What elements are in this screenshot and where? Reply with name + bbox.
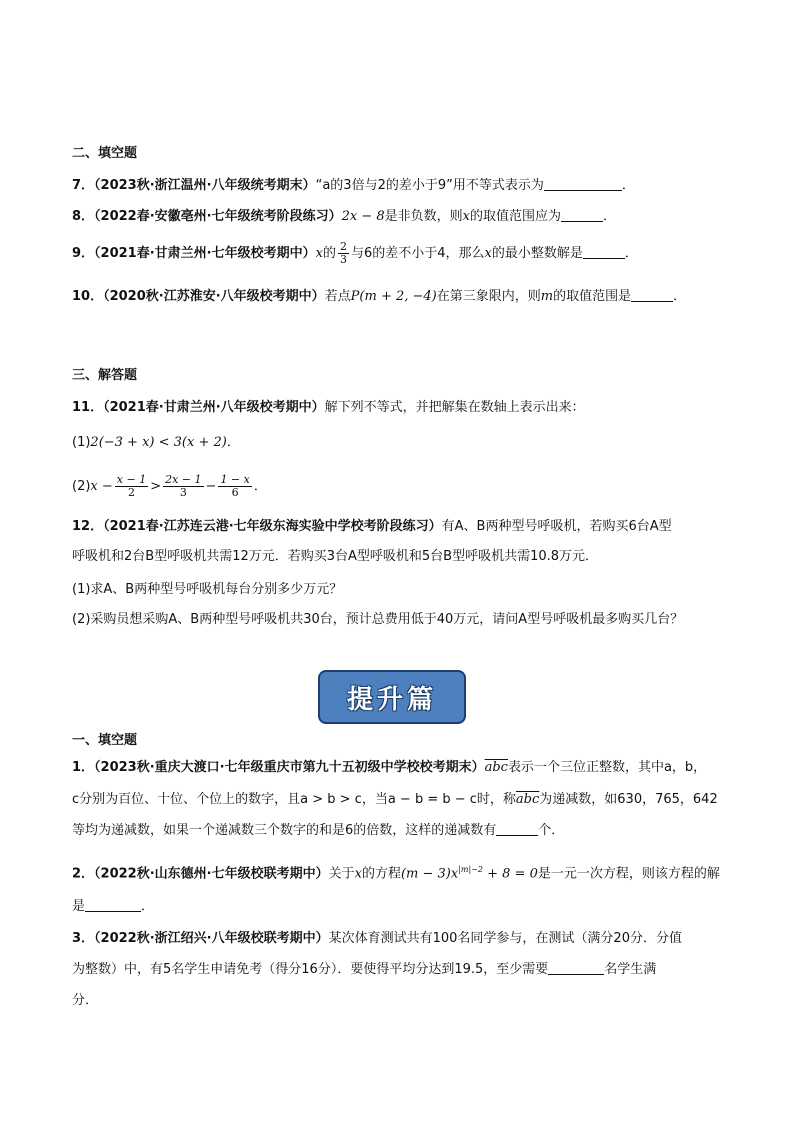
question-end: ．	[226, 435, 240, 450]
question-text: 为递减数，如630，765，642	[539, 792, 718, 807]
question-number: 8．	[72, 209, 95, 224]
question-text: 名学生满	[604, 962, 657, 977]
math-expression: + 8 = 0	[483, 866, 538, 882]
math-variable: x	[354, 866, 362, 882]
answer-blank	[583, 244, 625, 259]
question-8	[72, 207, 616, 227]
question-number: 10．	[72, 289, 104, 304]
question-12	[72, 517, 672, 537]
math-operator: >	[150, 479, 162, 494]
section-heading-fill-in-advanced: 一、填空题	[72, 733, 138, 748]
question-text: 的	[322, 246, 336, 261]
question-text: 若点	[324, 289, 351, 304]
question-text: 的取值范围是	[553, 289, 632, 304]
question-text: 解下列不等式，并把解集在数轴上表示出来：	[324, 400, 585, 415]
question-number: 1．	[72, 760, 95, 775]
advanced-question-1-line-2	[72, 790, 718, 810]
fraction	[115, 474, 148, 499]
fraction-numerator: 2x − 1	[165, 473, 202, 486]
math-operator: −	[205, 479, 217, 494]
advanced-question-3-line-2	[72, 960, 656, 980]
question-source: （2022春·安徽亳州·七年级统考阶段练习）	[94, 209, 342, 224]
question-source: （2023秋·重庆大渡口·七年级重庆市第九十五初级中学校校考期末）	[94, 760, 485, 775]
banner-title: 提升篇	[346, 684, 437, 715]
fraction	[338, 241, 349, 266]
question-source: （2020秋·江苏淮安·八年级校考期中）	[103, 289, 325, 304]
fraction-denominator: 2	[127, 486, 135, 499]
advanced-question-3-line-3: 分．	[72, 993, 99, 1008]
question-text: 在第三象限内，则	[436, 289, 541, 304]
question-9	[72, 240, 638, 268]
question-end: ．	[624, 246, 638, 261]
question-end: ．	[141, 899, 155, 914]
fraction-denominator: 3	[179, 486, 187, 499]
fraction-numerator: 2	[339, 240, 347, 253]
answer-blank	[496, 821, 538, 836]
math-expression: (m − 3)x	[400, 866, 459, 882]
math-exponent: |m|−2	[458, 865, 483, 874]
section-banner	[318, 670, 466, 724]
section-heading-fill-in: 二、填空题	[72, 146, 138, 161]
question-text: 的方程	[361, 866, 401, 882]
question-text: “a的3倍与2的差小于9”用不等式表示为	[315, 178, 544, 193]
question-12-part-2: (2)采购员想采购A、B两种型号呼吸机共30台，预计总费用低于40万元，请问A型号呼吸机最多购买几台？	[72, 612, 684, 627]
question-12-part-1: (1)求A、B两种型号呼吸机每台分别多少万元？	[72, 582, 343, 597]
question-text: 是	[72, 899, 86, 914]
question-text: 与6的差不小于4，那么	[350, 246, 485, 261]
math-variable: x	[484, 246, 492, 261]
question-11	[72, 398, 585, 418]
section-heading-solve: 三、解答题	[72, 368, 138, 383]
question-source: （2022秋·浙江绍兴·八年级校联考期中）	[94, 931, 329, 946]
question-11-part-2	[72, 470, 267, 504]
math-expression: $\overline{abc}$	[484, 760, 508, 775]
math-expression: P(m + 2, −4)	[350, 289, 437, 304]
question-text: 的取值范围应为	[470, 209, 562, 224]
question-source: （2021春·江苏连云港·七年级东海实验中学校考阶段练习）	[103, 519, 442, 534]
question-text: 等均为递减数，如果一个递减数三个数字的和是6的倍数，这样的递减数有	[72, 823, 497, 838]
answer-blank	[548, 960, 604, 975]
fraction-numerator: x − 1	[116, 473, 147, 486]
question-10	[72, 287, 686, 307]
advanced-question-1-line-3	[72, 821, 564, 841]
advanced-question-1	[72, 758, 706, 778]
answer-blank	[631, 287, 673, 302]
question-text: 为整数）中，有5名学生申请免考（得分16分）．要使得平均分达到19.5，至少需要	[72, 962, 549, 977]
question-7	[72, 176, 635, 196]
question-text: 的最小整数解是	[491, 246, 583, 261]
fraction-numerator: 1 − x	[220, 473, 250, 486]
question-source: （2021春·甘肃兰州·七年级校考期中）	[94, 246, 316, 261]
part-label: (1)	[72, 435, 91, 450]
answer-blank	[544, 176, 622, 191]
fraction-denominator: 6	[231, 486, 239, 499]
question-text: 关于	[328, 866, 355, 882]
math-expression: x −	[90, 479, 113, 494]
question-source: （2023秋·浙江温州·八年级统考期末）	[94, 178, 316, 193]
question-text: 表示一个三位正整数，其中a，b，	[507, 760, 707, 775]
question-source: （2022秋·山东德州·七年级校联考期中）	[94, 866, 329, 882]
fraction-denominator: 3	[339, 253, 347, 266]
advanced-question-2	[72, 860, 720, 884]
question-number: 9．	[72, 246, 95, 261]
fraction	[218, 474, 251, 499]
math-expression: 2x − 8	[341, 209, 385, 224]
math-variable: x	[462, 209, 470, 224]
question-text: c分别为百位、十位、个位上的数字，且a > b > c，当a − b = b − c时，称	[72, 792, 516, 807]
advanced-question-2-line-2	[72, 897, 154, 917]
answer-blank	[561, 207, 603, 222]
fraction	[163, 474, 203, 499]
question-number: 11．	[72, 400, 104, 415]
question-end: ．	[673, 289, 687, 304]
question-text: 是一元一次方程，则该方程的解	[537, 866, 720, 882]
question-text: 有A、B两种型号呼吸机，若购买6台A型	[441, 519, 672, 534]
math-expression: 2(−3 + x) < 3(x + 2)	[90, 435, 227, 450]
question-number: 7．	[72, 178, 95, 193]
question-11-part-1	[72, 433, 240, 453]
math-expression: $\overline{abc}$	[515, 792, 540, 807]
question-number: 3．	[72, 931, 95, 946]
question-source: （2021春·甘肃兰州·八年级校考期中）	[103, 400, 325, 415]
question-number: 12．	[72, 519, 104, 534]
question-end: ．	[621, 178, 635, 193]
math-variable: m	[540, 289, 554, 304]
question-end: ．	[603, 209, 617, 224]
question-12-line-2: 呼吸机和2台B型呼吸机共需12万元．若购买3台A型呼吸机和5台B型呼吸机共需10.8万元．	[72, 549, 599, 564]
math-variable: x	[315, 246, 323, 261]
question-number: 2．	[72, 866, 95, 882]
question-text: 是非负数，则	[384, 209, 463, 224]
question-text: 某次体育测试共有100名同学参与，在测试（满分20分．分值	[328, 931, 682, 946]
answer-blank	[85, 897, 141, 912]
question-end: 个．	[538, 823, 565, 838]
question-end: ．	[253, 479, 267, 494]
part-label: (2)	[72, 479, 91, 494]
advanced-question-3	[72, 929, 682, 949]
